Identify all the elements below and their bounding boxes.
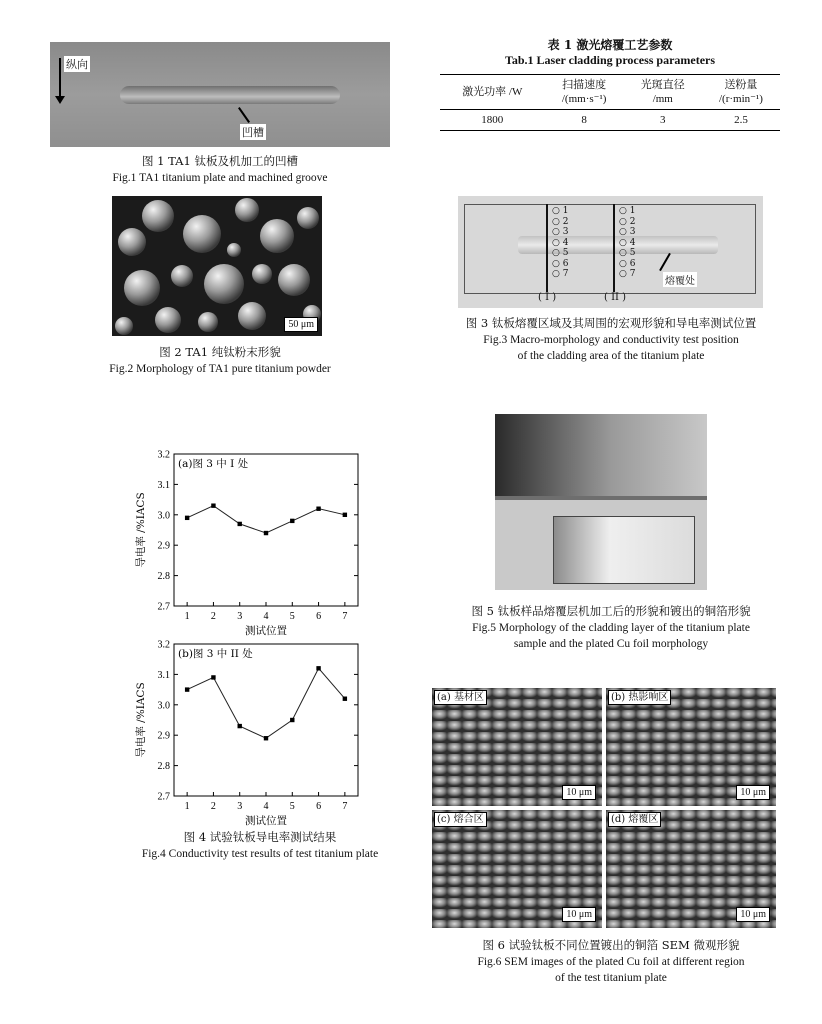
x-tick-label: 2 (210, 801, 216, 812)
fig3-caption-en-1: Fig.3 Macro-morphology and conductivity test position (483, 334, 739, 346)
fig6b-label: (b) 热影响区 (608, 690, 671, 705)
positions-ii: ○ 1 ○ 2 ○ 3 ○ 4 ○ 5 ○ 6 ○ 7 (619, 206, 636, 279)
data-point (238, 724, 242, 728)
groove (120, 86, 340, 104)
panel-title: (b)图 3 中 II 处 (178, 648, 253, 660)
data-point (264, 736, 268, 740)
table1-cell: 1800 (440, 110, 545, 131)
series-line (187, 506, 345, 533)
x-axis-label: 测试位置 (245, 625, 287, 637)
direction-arrowhead (55, 96, 65, 104)
x-tick-label: 1 (184, 611, 190, 622)
fig4b-chart (130, 636, 370, 826)
fig5-caption-en-2: sample and the plated Cu foil morphology (513, 638, 709, 650)
table1-title-cn: 表 1 激光熔覆工艺参数 (547, 38, 673, 52)
data-point (290, 718, 294, 722)
fig2-caption-en: Fig.2 Morphology of TA1 pure titanium powder (109, 363, 331, 375)
y-axis-label: 导电率 /%IACS (135, 492, 147, 568)
fig2-scale-bar: 50 μm (284, 317, 318, 332)
data-point (211, 675, 215, 679)
y-tick-label: 2.8 (157, 761, 170, 773)
data-point (185, 687, 189, 691)
fig2-sem-image (112, 196, 322, 336)
fig2-caption-cn: 图 2 TA1 纯钛粉末形貌 (159, 345, 281, 359)
fig6-caption-en-1: Fig.6 SEM images of the plated Cu foil at different region (477, 956, 745, 968)
y-tick-label: 3.0 (157, 510, 170, 522)
x-tick-label: 2 (210, 611, 216, 622)
fig5-image (495, 414, 707, 590)
y-tick-label: 2.9 (157, 730, 170, 742)
data-point (343, 697, 347, 701)
table1-header: 光斑直径 /mm (624, 75, 702, 110)
x-tick-label: 6 (316, 801, 322, 812)
table1-title-en: Tab.1 Laser cladding process parameters (504, 53, 716, 67)
powder-particles (112, 196, 322, 336)
y-axis-label: 导电率 /%IACS (135, 682, 147, 758)
line-i (546, 204, 548, 292)
y-tick-label: 2.7 (157, 791, 170, 803)
positions-i: ○ 1 ○ 2 ○ 3 ○ 4 ○ 5 ○ 6 ○ 7 (552, 206, 569, 279)
direction-arrow (59, 58, 61, 98)
x-tick-label: 6 (316, 611, 322, 622)
data-point (343, 513, 347, 517)
data-point (238, 522, 242, 526)
plot-frame (174, 454, 358, 606)
data-point (316, 666, 320, 670)
x-tick-label: 1 (184, 801, 190, 812)
table1-cell: 8 (545, 110, 624, 131)
data-point (290, 519, 294, 523)
x-tick-label: 5 (289, 801, 295, 812)
groove-label: 凹槽 (242, 126, 264, 139)
fig6c-sem-image (432, 810, 602, 928)
fig6a-sem-image (432, 688, 602, 806)
cladding-label: 熔覆处 (663, 272, 697, 287)
fig5-caption-cn: 图 5 钛板样品熔覆层机加工后的形貌和镀出的铜箔形貌 (471, 604, 751, 618)
cladding-layer (553, 516, 695, 584)
fig1-caption-en: Fig.1 TA1 titanium plate and machined groove (112, 172, 328, 184)
y-tick-label: 3.2 (157, 449, 170, 461)
data-point (316, 507, 320, 511)
cu-foil (495, 414, 707, 496)
groove-pointer (238, 107, 250, 123)
section-label-i: ( I ) (538, 292, 557, 303)
fig4-caption-en: Fig.4 Conductivity test results of test titanium plate (141, 848, 379, 860)
fig6-caption-cn: 图 6 试验钛板不同位置镀出的铜箔 SEM 微观形貌 (482, 938, 740, 952)
series-line (187, 668, 345, 738)
fig6a-label: (a) 基材区 (434, 690, 487, 705)
x-tick-label: 4 (263, 801, 269, 812)
table1-header: 激光功率 /W (440, 75, 545, 110)
x-tick-label: 3 (237, 611, 243, 622)
x-tick-label: 4 (263, 611, 269, 622)
fig6c-scale-bar: 10 μm (562, 907, 596, 922)
fig6c-label: (c) 熔合区 (434, 812, 487, 827)
fig6d-scale-bar: 10 μm (736, 907, 770, 922)
fig3-caption-cn: 图 3 钛板熔覆区域及其周围的宏观形貌和导电率测试位置 (465, 316, 757, 330)
y-tick-label: 3.1 (157, 479, 170, 491)
fig6-caption-en-2: of the test titanium plate (555, 972, 667, 984)
table1-header: 扫描速度 /(mm·s⁻¹) (545, 75, 624, 110)
x-tick-label: 5 (289, 611, 295, 622)
x-tick-label: 3 (237, 801, 243, 812)
fig4a-chart (130, 446, 370, 642)
fig6d-sem-image (606, 810, 776, 928)
fig6b-sem-image (606, 688, 776, 806)
y-tick-label: 3.0 (157, 700, 170, 712)
direction-label: 纵向 (66, 58, 88, 71)
table1-cell: 3 (624, 110, 702, 131)
line-ii (613, 204, 615, 292)
data-point (211, 503, 215, 507)
table1 (440, 74, 780, 131)
fig3-image (458, 196, 763, 308)
cladding-track (518, 236, 718, 254)
data-point (185, 516, 189, 520)
fig6a-scale-bar: 10 μm (562, 785, 596, 800)
y-tick-label: 2.8 (157, 571, 170, 583)
y-tick-label: 2.9 (157, 540, 170, 552)
fig1-image (50, 42, 390, 147)
x-tick-label: 7 (342, 801, 348, 812)
y-tick-label: 2.7 (157, 601, 170, 613)
panel-title: (a)图 3 中 I 处 (178, 458, 249, 470)
fig3-caption-en-2: of the cladding area of the titanium plate (517, 350, 705, 362)
section-label-ii: ( II ) (604, 292, 627, 303)
y-tick-label: 3.2 (157, 639, 170, 651)
table1-header: 送粉量 /(r·min⁻¹) (702, 75, 780, 110)
x-axis-label: 测试位置 (245, 815, 287, 826)
x-tick-label: 7 (342, 611, 348, 622)
fig1-caption-cn: 图 1 TA1 钛板及机加工的凹槽 (142, 154, 298, 168)
table1-cell: 2.5 (702, 110, 780, 131)
data-point (264, 531, 268, 535)
fig6b-scale-bar: 10 μm (736, 785, 770, 800)
y-tick-label: 3.1 (157, 669, 170, 681)
fig4-caption-cn: 图 4 试验钛板导电率测试结果 (183, 830, 337, 844)
plot-frame (174, 644, 358, 796)
fig5-caption-en-1: Fig.5 Morphology of the cladding layer of the titanium plate (472, 622, 750, 634)
fig6d-label: (d) 熔覆区 (608, 812, 661, 827)
